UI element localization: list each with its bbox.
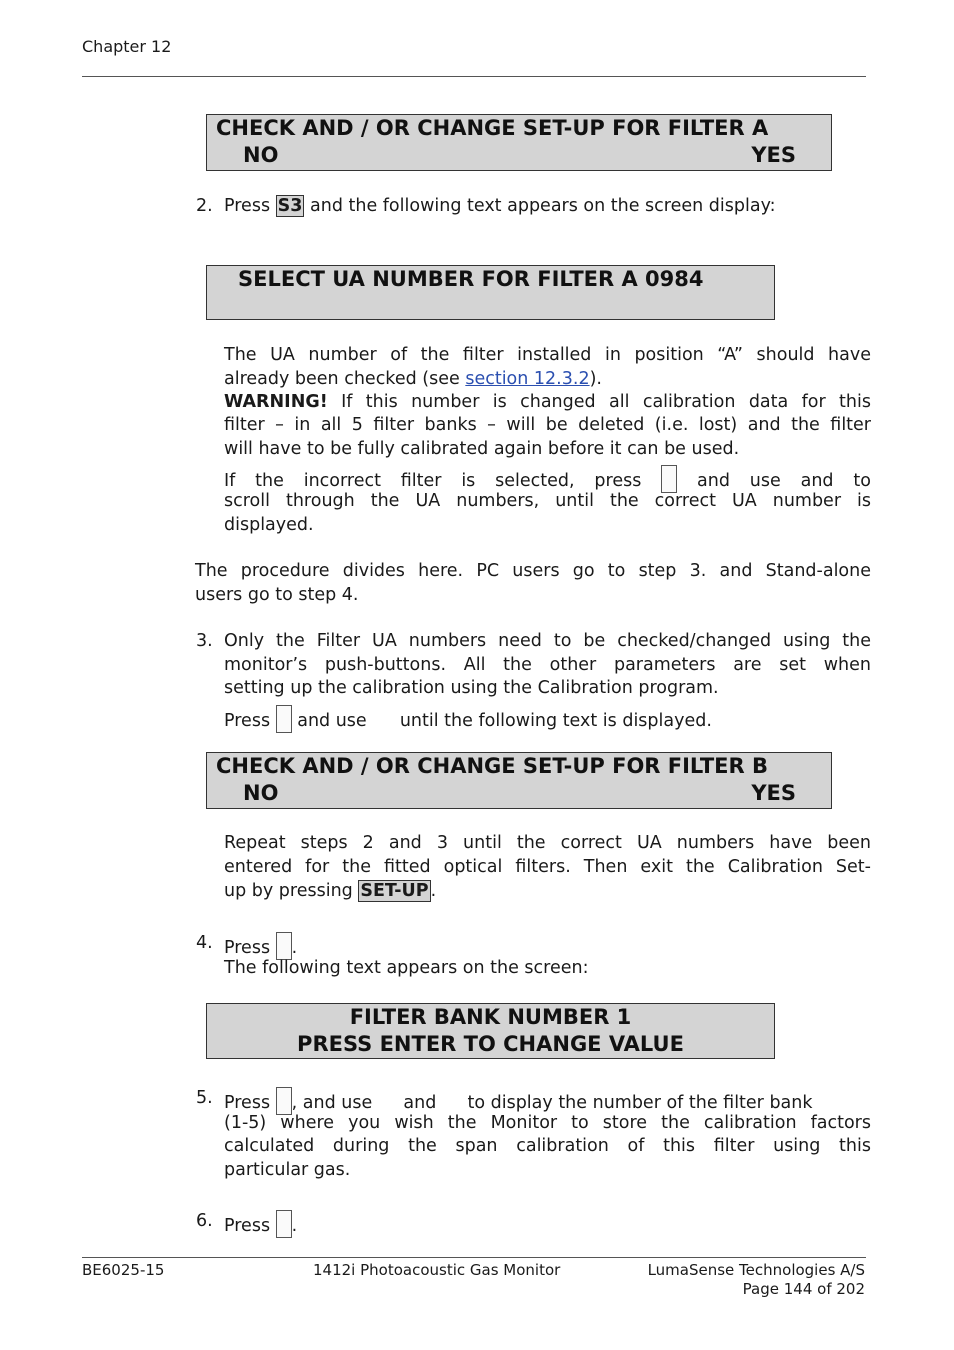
step-4-line: The following text appears on the screen: bbox=[224, 958, 589, 978]
display-screen-filter-a bbox=[206, 114, 832, 171]
step-text: Press bbox=[224, 196, 271, 216]
note-line: displayed. bbox=[224, 515, 314, 535]
step-5-line: calculated during the span calibration of this filter using this bbox=[224, 1136, 871, 1156]
step-text: Press bbox=[224, 1093, 271, 1113]
step-2-text bbox=[224, 195, 864, 219]
note-line: will have to be fully calibrated again before it can be used. bbox=[224, 439, 740, 459]
step-number: 2. bbox=[196, 196, 213, 216]
section-link[interactable]: section 12.3.2 bbox=[465, 369, 590, 389]
key-placeholder bbox=[661, 465, 677, 493]
step-text: Press bbox=[224, 1216, 271, 1236]
step-text: Press bbox=[224, 711, 271, 731]
note-text: to bbox=[853, 471, 871, 491]
repeat-text: up by pressing bbox=[224, 881, 353, 901]
screen-line: CHECK AND / OR CHANGE SET-UP FOR FILTER B bbox=[216, 754, 768, 778]
screen-option-yes: YES bbox=[751, 143, 796, 167]
step-3-line: setting up the calibration using the Calibration program. bbox=[224, 678, 719, 698]
display-screen-filter-bank bbox=[206, 1003, 775, 1059]
key-placeholder bbox=[276, 705, 292, 733]
note-text: If this number is changed all calibration data for this bbox=[341, 392, 871, 412]
note-text: ). bbox=[589, 369, 602, 389]
note-text: already been checked (see bbox=[224, 369, 460, 389]
key-set-up: SET-UP bbox=[360, 881, 429, 901]
screen-line: CHECK AND / OR CHANGE SET-UP FOR FILTER A bbox=[216, 116, 769, 140]
note-line: scroll through the UA numbers, until the correct UA number is bbox=[224, 491, 871, 511]
footer-rule bbox=[82, 1257, 866, 1258]
step-number: 5. bbox=[196, 1088, 213, 1108]
chapter-label: Chapter 12 bbox=[82, 37, 172, 56]
repeat-line: Repeat steps 2 and 3 until the correct UA numbers have been bbox=[224, 833, 871, 853]
screen-option-no: NO bbox=[243, 781, 279, 805]
note-text: and use bbox=[697, 471, 781, 491]
step-5-line: (1-5) where you wish the Monitor to store the calibration factors bbox=[224, 1113, 871, 1133]
footer-company: LumaSense Technologies A/S bbox=[647, 1261, 865, 1279]
screen-line: FILTER BANK NUMBER 1 bbox=[349, 1005, 632, 1029]
step-number: 6. bbox=[196, 1211, 213, 1231]
procedure-line: users go to step 4. bbox=[195, 585, 359, 605]
step-text: until the following text is displayed. bbox=[399, 711, 712, 731]
step-6-line bbox=[224, 1210, 871, 1239]
step-text: to display the number of the filter bank bbox=[467, 1093, 813, 1113]
step-3-line bbox=[224, 705, 871, 734]
procedure-line: The procedure divides here. PC users go to step 3. and Stand-alone bbox=[195, 561, 871, 581]
key-s3: S3 bbox=[277, 196, 303, 216]
screen-option-no: NO bbox=[243, 143, 279, 167]
screen-line: SELECT UA NUMBER FOR FILTER A 0984 bbox=[238, 267, 704, 291]
note-line: filter – in all 5 filter banks – will be deleted (i.e. lost) and the filter bbox=[224, 415, 871, 435]
repeat-line: entered for the fitted optical filters. Then exit the Calibration Set- bbox=[224, 857, 871, 877]
step-text: and the following text appears on the screen display: bbox=[310, 196, 776, 216]
step-number: 3. bbox=[196, 631, 213, 651]
footer-page-number: Page 144 of 202 bbox=[742, 1280, 865, 1298]
step-3-line: Only the Filter UA numbers need to be checked/changed using the bbox=[224, 631, 871, 651]
repeat-text: . bbox=[430, 881, 437, 901]
step-text: Press bbox=[224, 938, 271, 958]
key-placeholder bbox=[276, 1210, 292, 1238]
warning-line bbox=[224, 391, 871, 415]
footer-doc-id: BE6025-15 bbox=[82, 1261, 165, 1279]
key-placeholder bbox=[276, 1087, 292, 1115]
note-text: and bbox=[800, 471, 834, 491]
step-text: . bbox=[291, 938, 298, 958]
step-text: . bbox=[291, 1216, 298, 1236]
step-text: , and use bbox=[291, 1093, 373, 1113]
screen-line: PRESS ENTER TO CHANGE VALUE bbox=[297, 1032, 684, 1056]
note-line: The UA number of the filter installed in position “A” should have bbox=[224, 345, 871, 365]
step-number: 4. bbox=[196, 933, 213, 953]
repeat-line bbox=[224, 880, 871, 904]
display-screen-filter-b bbox=[206, 752, 832, 809]
screen-option-yes: YES bbox=[751, 781, 796, 805]
step-text: and bbox=[403, 1093, 437, 1113]
note-text: If the incorrect filter is selected, press bbox=[224, 471, 642, 491]
note-line bbox=[224, 368, 871, 392]
step-3-line: monitor’s push-buttons. All the other parameters are set when bbox=[224, 655, 871, 675]
footer-product: 1412i Photoacoustic Gas Monitor bbox=[313, 1261, 561, 1279]
step-5-line: particular gas. bbox=[224, 1160, 351, 1180]
key-placeholder bbox=[276, 932, 292, 960]
header-rule bbox=[82, 76, 866, 77]
warning-label: WARNING! bbox=[224, 392, 328, 412]
step-text: and use bbox=[297, 711, 367, 731]
display-screen-select-ua bbox=[206, 265, 775, 320]
